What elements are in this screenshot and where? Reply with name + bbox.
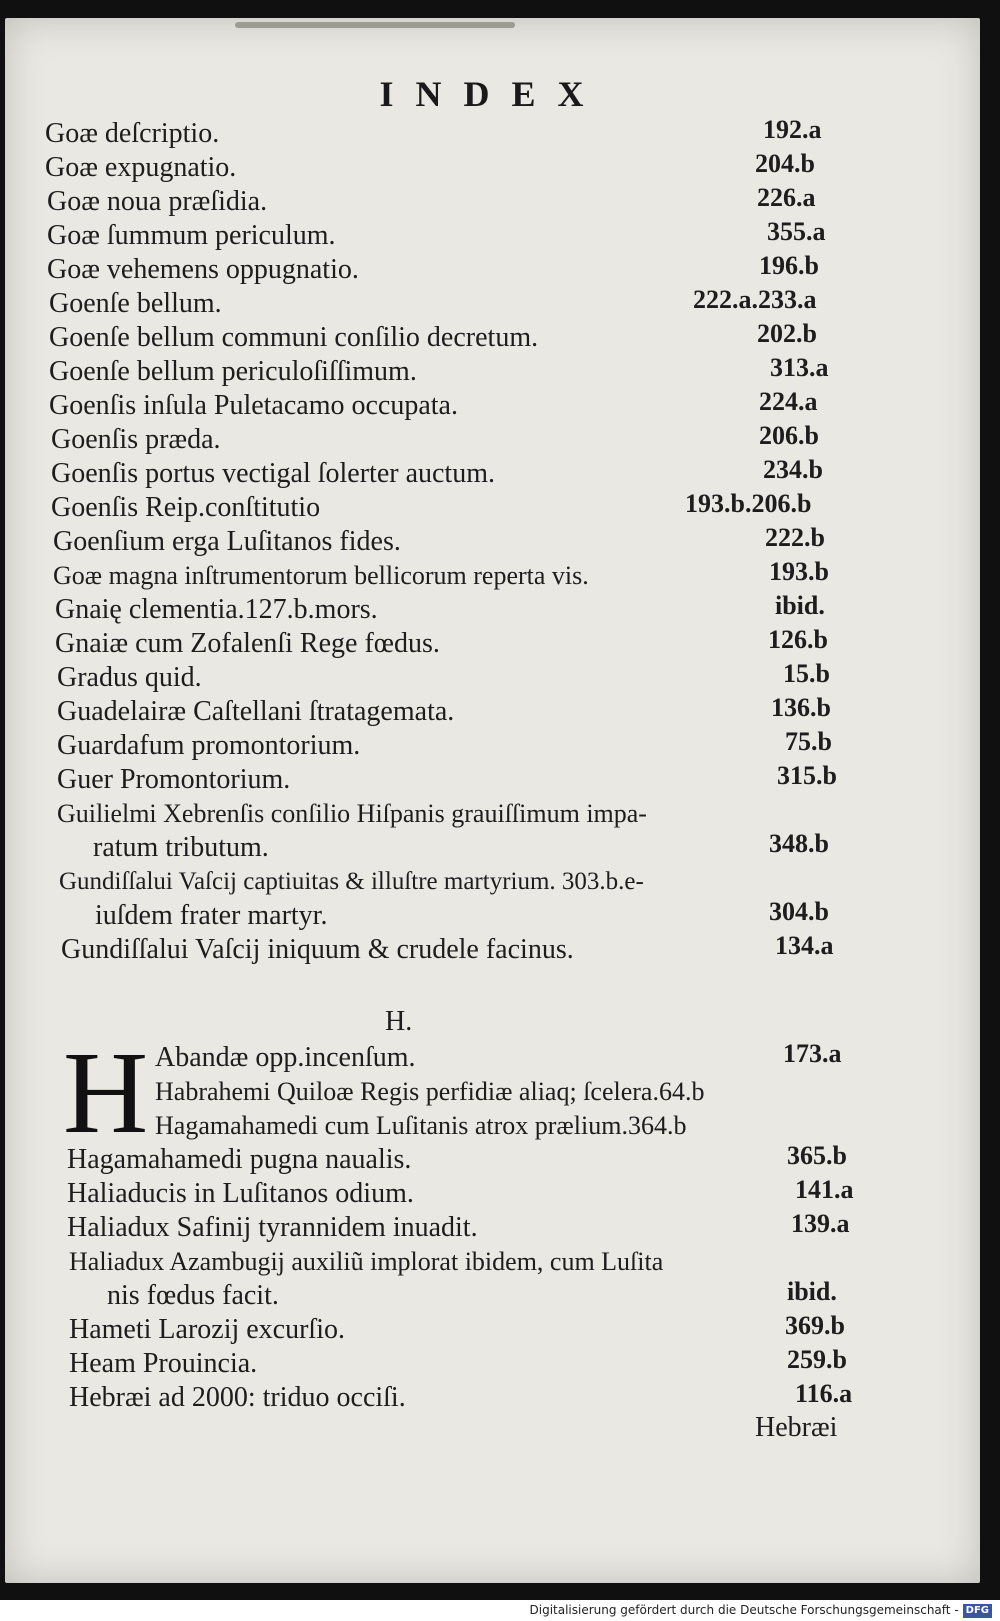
index-entry: Goæ magna inſtrumentorum bellicorum reperta vis.: [53, 561, 589, 590]
index-entry: Goæ expugnatio.: [45, 152, 237, 183]
digitization-footer: [0, 1600, 992, 1621]
index-page-ref: 196.b: [759, 251, 819, 280]
index-page-ref: 15.b: [783, 659, 830, 688]
index-page-ref: 222.a.233.a: [693, 285, 817, 314]
index-page-ref: 204.b: [755, 149, 815, 178]
index-entry: ratum tributum.: [93, 832, 269, 863]
index-page-ref: 234.b: [763, 455, 823, 484]
index-entry: Gnaię clementia.127.b.mors.: [55, 594, 378, 625]
index-page-ref: 365.b: [787, 1141, 847, 1170]
index-entry: Goenſis præda.: [51, 424, 221, 455]
index-entry: Hagamahamedi pugna naualis.: [67, 1144, 412, 1175]
index-entry: Gundiſſalui Vaſcij captiuitas & illuſtre martyrium. 303.b.e-: [59, 868, 644, 895]
index-entry: Goenſium erga Luſitanos fides.: [53, 526, 401, 557]
index-page-ref: 173.a: [783, 1039, 842, 1068]
index-entry: Gnaiæ cum Zofalenſi Rege fœdus.: [55, 628, 440, 659]
dfg-logo-badge: DFG: [963, 1604, 992, 1618]
index-entry: Goæ deſcriptio.: [45, 118, 220, 149]
index-page-ref: ibid.: [775, 591, 825, 620]
index-page-ref: 136.b: [771, 693, 831, 722]
index-page-ref: 313.a: [770, 353, 829, 382]
index-entry: Goenſis portus vectigal ſolerter auctum.: [51, 458, 495, 489]
index-page-ref: ibid.: [787, 1277, 837, 1306]
index-page-ref: 139.a: [791, 1209, 850, 1238]
index-page-ref: 224.a: [759, 387, 818, 416]
drop-cap-letter: H: [63, 1027, 149, 1158]
index-entry: Goenſis inſula Puletacamo occupata.: [49, 390, 458, 421]
footer-credit-text: Digitalisierung gefördert durch die Deutsche Forschungsgemeinschaft -: [529, 1603, 959, 1617]
index-page-ref: 141.a: [795, 1175, 854, 1204]
index-entry: Goenſe bellum.: [49, 288, 222, 319]
catchword: Hebræi: [755, 1412, 838, 1443]
index-entry: Haliadux Azambugij auxiliũ implorat ibidem, cum Luſita: [69, 1247, 664, 1276]
index-page-ref: 116.a: [795, 1379, 853, 1408]
index-page-ref: 369.b: [785, 1311, 845, 1340]
index-entry: iuſdem frater martyr.: [95, 900, 328, 931]
index-entry: Goæ noua præſidia.: [47, 186, 268, 217]
index-entry: Goenſis Reip.conſtitutio: [51, 492, 321, 523]
index-entry: Goenſe bellum periculoſiſſimum.: [49, 356, 417, 387]
index-page-ref: 222.b: [765, 523, 825, 552]
index-entry: Goæ vehemens oppugnatio.: [47, 254, 359, 285]
index-page-ref: 192.a: [763, 115, 822, 144]
index-entry: Hameti Larozij excurſio.: [69, 1314, 345, 1345]
index-entry: Gundiſſalui Vaſcij iniquum & crudele facinus.: [61, 934, 574, 965]
index-entry: Guardafum promontorium.: [57, 730, 361, 761]
index-page-ref: 226.a: [757, 183, 816, 212]
index-page-ref: 126.b: [768, 625, 828, 654]
index-entry: Heam Prouincia.: [69, 1348, 258, 1379]
index-entry: Guilielmi Xebrenſis conſilio Hiſpanis grauiſſimum impa-: [57, 799, 647, 828]
index-entry: Guadelairæ Caſtellani ſtratagemata.: [57, 696, 455, 727]
index-page-ref: 134.a: [775, 931, 834, 960]
index-entry: Hebræi ad 2000: triduo occiſi.: [69, 1382, 406, 1413]
index-page-ref: 75.b: [785, 727, 832, 756]
index-entry: Abandæ opp.incenſum.: [155, 1042, 416, 1073]
section-heading: H.: [385, 1006, 413, 1037]
index-entry: Goæ ſummum periculum.: [47, 220, 336, 251]
index-page-ref: 193.b: [769, 557, 829, 586]
index-page-ref: 355.a: [767, 217, 826, 246]
index-page-ref: 202.b: [757, 319, 817, 348]
index-page-ref: 348.b: [769, 829, 829, 858]
book-page: [5, 18, 980, 1583]
index-entry: nis fœdus facit.: [107, 1280, 279, 1311]
index-entry: Habrahemi Quiloæ Regis perfidiæ aliaq; ſcelera.64.b: [155, 1077, 705, 1106]
index-entry: Gradus quid.: [57, 662, 202, 693]
index-page-ref: 315.b: [777, 761, 837, 790]
page-header: INDEX: [379, 74, 606, 114]
index-page-ref: 304.b: [769, 897, 829, 926]
index-page-ref: 259.b: [787, 1345, 847, 1374]
index-entry: Goenſe bellum communi conſilio decretum.: [49, 322, 539, 353]
index-entry: Hagamahamedi cum Luſitanis atrox prælium.364.b: [155, 1111, 687, 1140]
index-page-ref: 206.b: [759, 421, 819, 450]
index-entry: Haliaducis in Luſitanos odium.: [67, 1178, 414, 1209]
index-entry: Guer Promontorium.: [57, 764, 291, 795]
index-page-ref: 193.b.206.b: [685, 489, 812, 518]
index-entry: Haliadux Safinij tyrannidem inuadit.: [67, 1212, 478, 1243]
page-edge-shadow: [235, 22, 515, 28]
